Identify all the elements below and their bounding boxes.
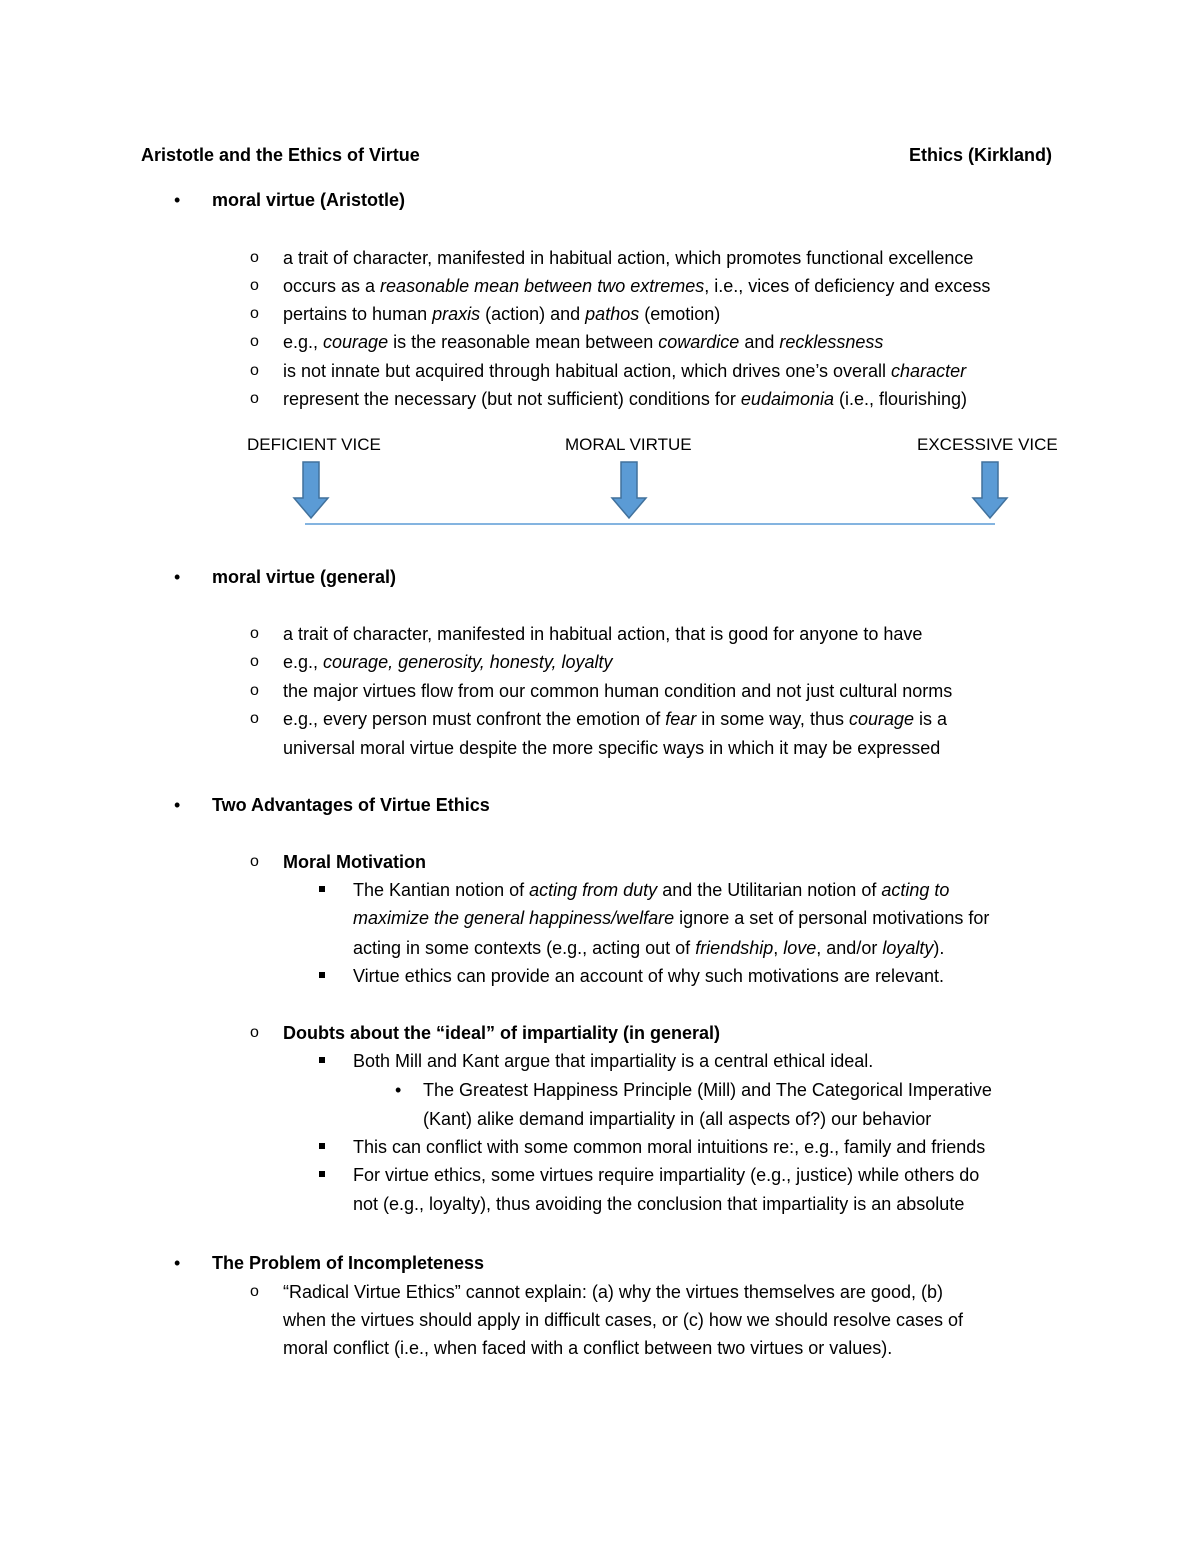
circle-bullet-icon: o <box>250 1024 259 1041</box>
square-bullet-icon <box>319 1171 325 1177</box>
square-bullet-icon <box>319 972 325 978</box>
list-item: the major virtues flow from our common human condition and not just cultural norms <box>283 681 953 701</box>
list-item: a trait of character, manifested in habitual action, which promotes functional excellence <box>283 248 974 268</box>
bullet-icon: • <box>174 190 181 210</box>
document-title: Aristotle and the Ethics of Virtue <box>141 145 420 165</box>
list-item: “Radical Virtue Ethics” cannot explain: (a) why the virtues themselves are good, (b) <box>283 1282 943 1302</box>
down-arrow-icon <box>294 462 328 518</box>
list-item: For virtue ethics, some virtues require impartiality (e.g., justice) while others do <box>353 1165 980 1185</box>
label-deficient-vice: DEFICIENT VICE <box>247 435 381 454</box>
list-item: e.g., every person must confront the emotion of fear in some way, thus courage is a <box>283 709 948 729</box>
list-item: Both Mill and Kant argue that impartiality is a central ethical ideal. <box>353 1051 874 1071</box>
circle-bullet-icon: o <box>250 653 259 670</box>
circle-bullet-icon: o <box>250 1283 259 1300</box>
list-item: e.g., courage is the reasonable mean between cowardice and recklessness <box>283 332 884 352</box>
list-item-continuation: not (e.g., loyalty), thus avoiding the conclusion that impartiality is an absolute <box>353 1194 965 1214</box>
list-item: The Kantian notion of acting from duty and the Utilitarian notion of acting to <box>353 880 950 900</box>
circle-bullet-icon: o <box>250 362 259 379</box>
label-excessive-vice: EXCESSIVE VICE <box>917 435 1058 454</box>
down-arrow-icon <box>973 462 1007 518</box>
list-item: is not innate but acquired through habitual action, which drives one’s overall character <box>283 361 967 381</box>
list-item-continuation: universal moral virtue despite the more specific ways in which it may be expressed <box>283 738 941 758</box>
list-item: e.g., courage, generosity, honesty, loyalty <box>283 652 613 672</box>
down-arrow-icon <box>612 462 646 518</box>
bullet-icon: • <box>174 795 181 815</box>
section-heading-aristotle: moral virtue (Aristotle) <box>212 190 406 210</box>
circle-bullet-icon: o <box>250 333 259 350</box>
list-item: The Greatest Happiness Principle (Mill) and The Categorical Imperative <box>423 1080 992 1100</box>
list-item: a trait of character, manifested in habitual action, that is good for anyone to have <box>283 624 923 644</box>
label-moral-virtue: MORAL VIRTUE <box>565 435 692 454</box>
circle-bullet-icon: o <box>250 305 259 322</box>
circle-bullet-icon: o <box>250 853 259 870</box>
list-item: This can conflict with some common moral intuitions re:, e.g., family and friends <box>353 1137 986 1157</box>
list-item-continuation: acting in some contexts (e.g., acting out of friendship, love, and/or loyalty). <box>353 938 945 958</box>
circle-bullet-icon: o <box>250 625 259 642</box>
section-heading-general: moral virtue (general) <box>212 567 397 587</box>
virtue-mean-diagram <box>0 458 1200 538</box>
list-item: pertains to human praxis (action) and pathos (emotion) <box>283 304 721 324</box>
list-item-continuation: moral conflict (i.e., when faced with a conflict between two virtues or values). <box>283 1338 893 1358</box>
section-heading-advantages: Two Advantages of Virtue Ethics <box>212 795 490 815</box>
circle-bullet-icon: o <box>250 390 259 407</box>
list-item: occurs as a reasonable mean between two extremes, i.e., vices of deficiency and excess <box>283 276 991 296</box>
list-item: represent the necessary (but not sufficient) conditions for eudaimonia (i.e., flourishing) <box>283 389 968 409</box>
square-bullet-icon <box>319 1143 325 1149</box>
circle-bullet-icon: o <box>250 277 259 294</box>
square-bullet-icon <box>319 1057 325 1063</box>
subheading-moral-motivation: Moral Motivation <box>283 852 426 872</box>
bullet-icon: • <box>174 1253 181 1273</box>
section-heading-incompleteness: The Problem of Incompleteness <box>212 1253 485 1273</box>
list-item-continuation: when the virtues should apply in difficult cases, or (c) how we should resolve cases of <box>283 1310 964 1330</box>
list-item-continuation: maximize the general happiness/welfare ignore a set of personal motivations for <box>353 908 990 928</box>
bullet-icon: • <box>174 567 181 587</box>
circle-bullet-icon: o <box>250 682 259 699</box>
subheading-impartiality: Doubts about the “ideal” of impartiality (in general) <box>283 1023 721 1043</box>
bullet-icon: • <box>395 1080 402 1100</box>
square-bullet-icon <box>319 886 325 892</box>
circle-bullet-icon: o <box>250 249 259 266</box>
list-item-continuation: (Kant) alike demand impartiality in (all aspects of?) our behavior <box>423 1109 932 1129</box>
course-label: Ethics (Kirkland) <box>909 145 1053 165</box>
list-item: Virtue ethics can provide an account of why such motivations are relevant. <box>353 966 944 986</box>
circle-bullet-icon: o <box>250 710 259 727</box>
